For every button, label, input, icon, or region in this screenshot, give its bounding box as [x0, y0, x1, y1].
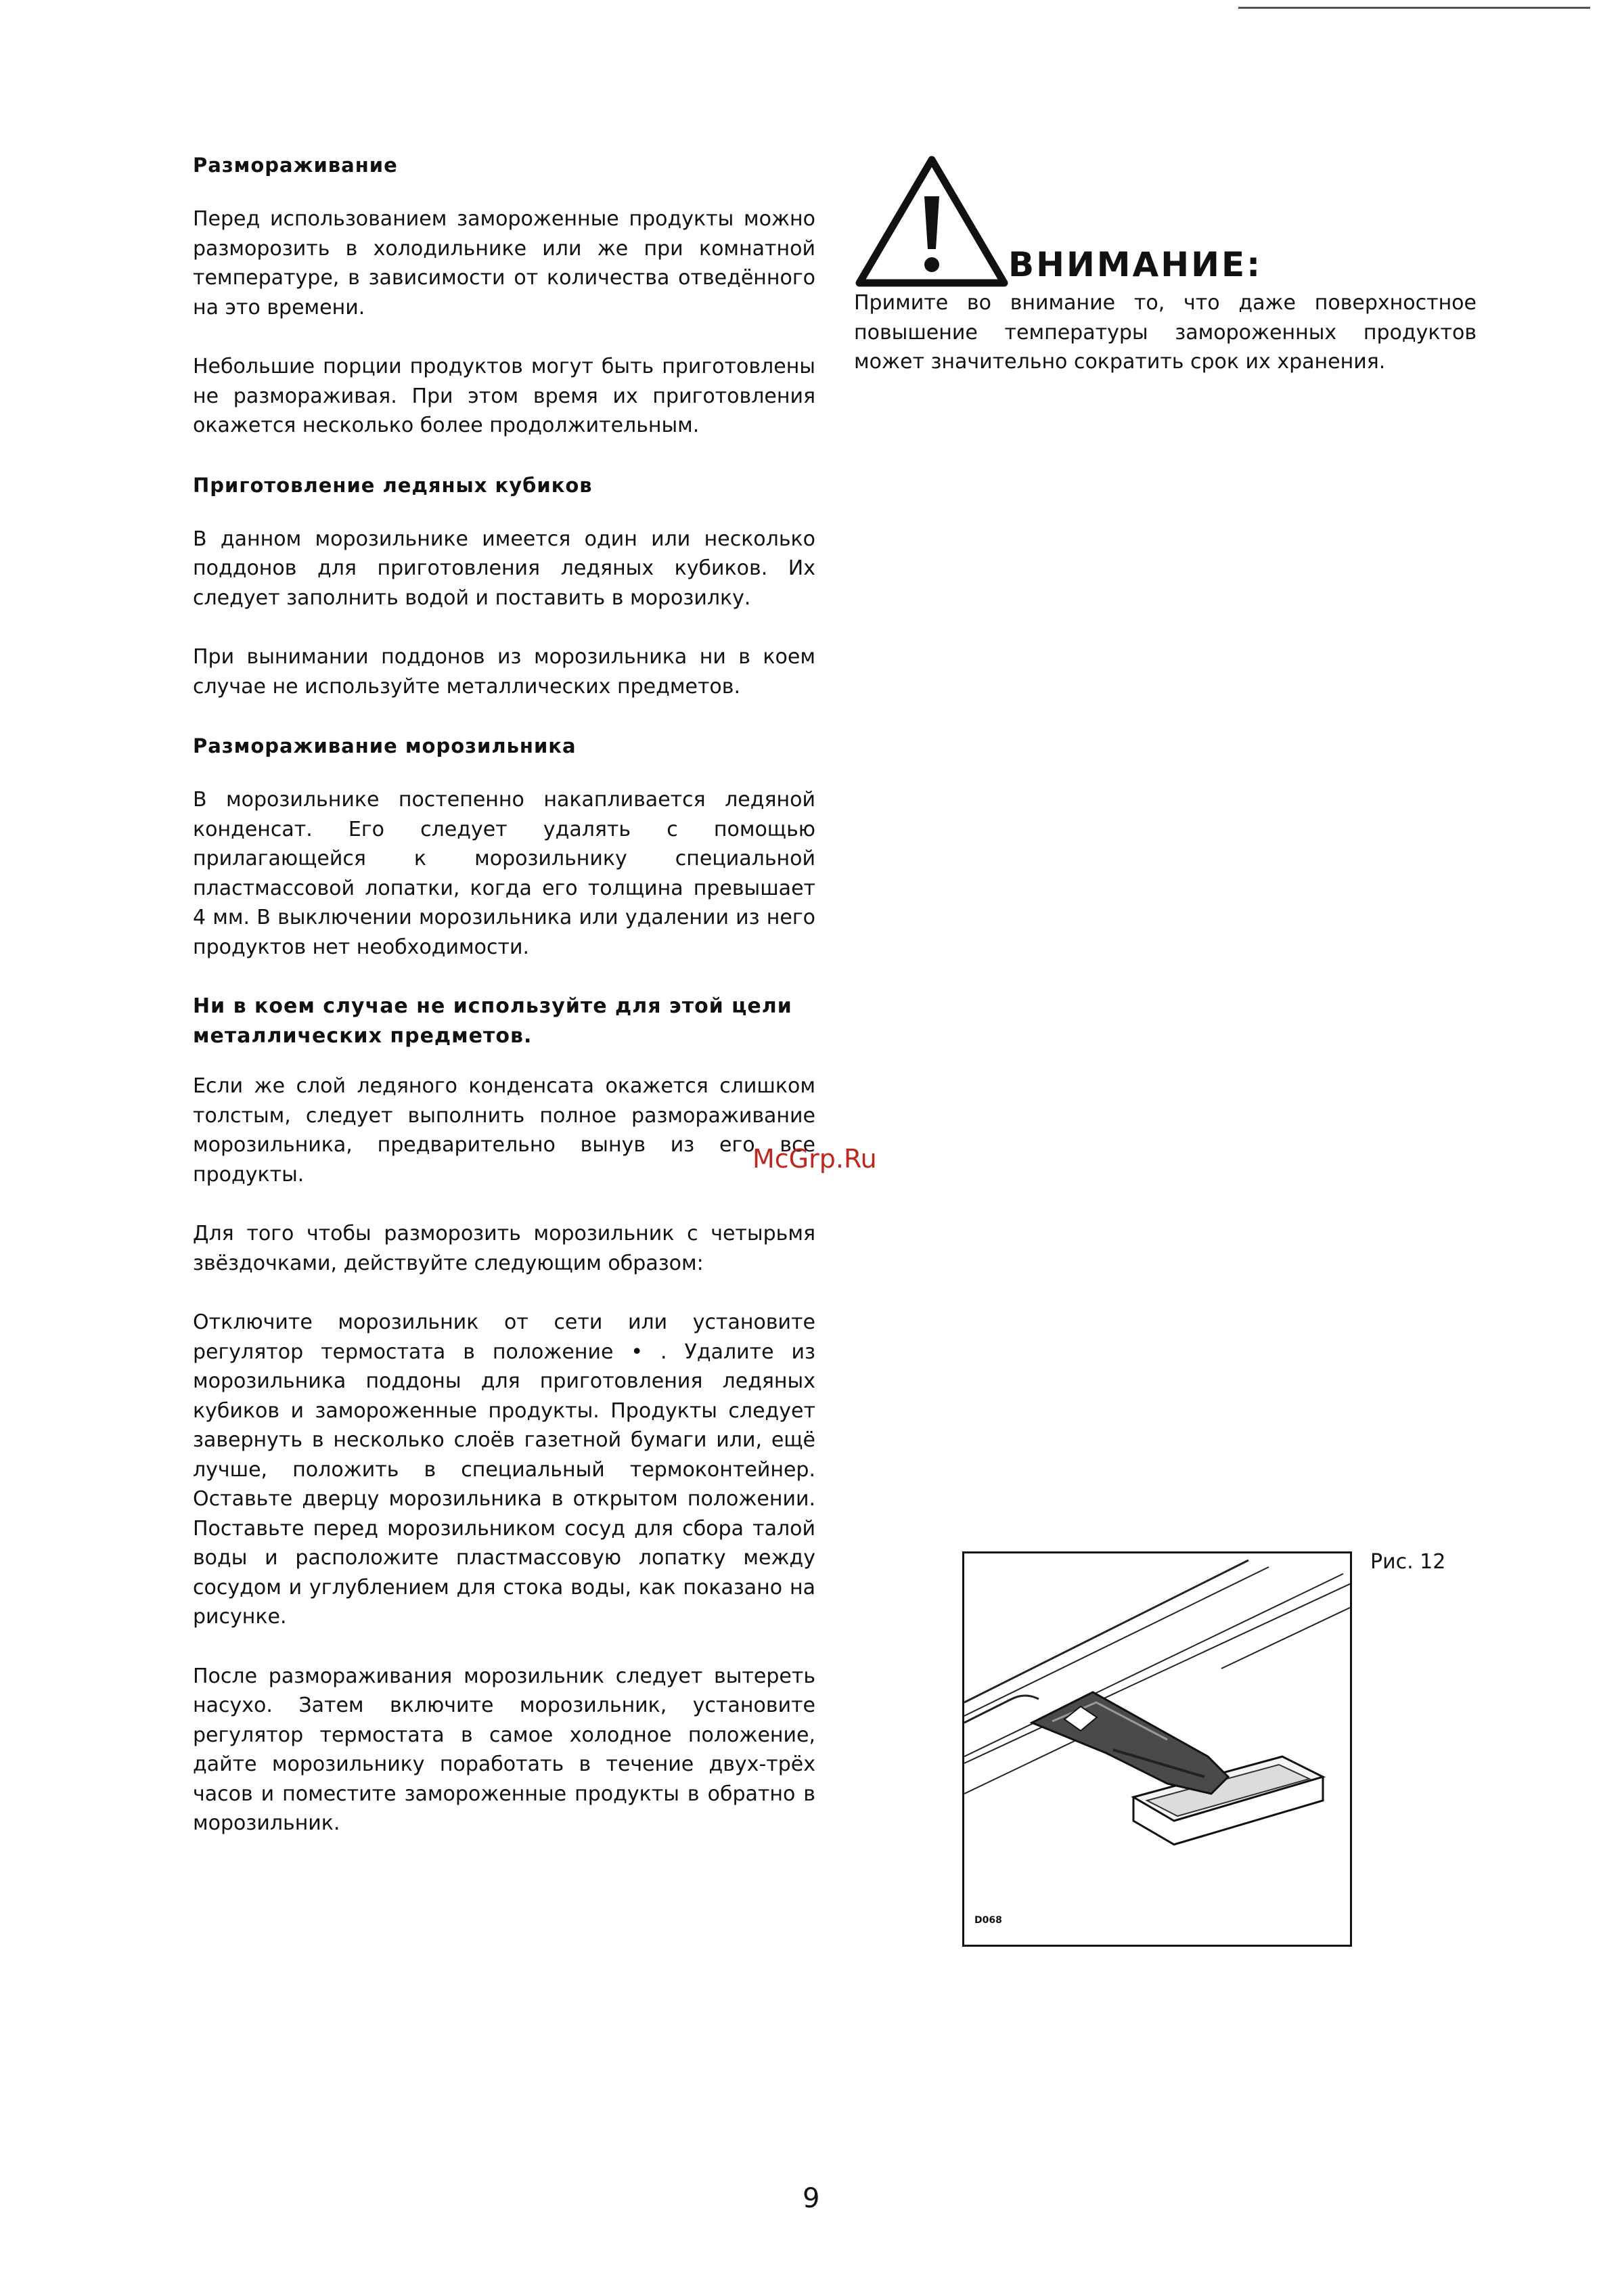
section-heading-freezer-defrost: Размораживание морозильника: [193, 734, 577, 757]
figure-code: D068: [974, 1915, 1002, 1926]
attention-text: Примите во внимание то, что даже поверхностное повышение температуры замороженных продуктов может значительно сократить срок их хранения.: [854, 291, 1477, 374]
paragraph: Небольшие порции продуктов могут быть приготовлены не размораживая. При этом время их приготовления окажется несколько более продолжительным.: [193, 355, 815, 437]
top-rule: [1238, 7, 1590, 9]
attention-title: ВНИМАНИЕ:: [1008, 245, 1263, 284]
paragraph: Для того чтобы разморозить морозильник с четырьмя звёздочками, действуйте следующим образом:: [193, 1222, 815, 1275]
warning-triangle-icon: [854, 154, 1010, 290]
left-column: [193, 150, 815, 1868]
page-number: 9: [803, 2183, 820, 2214]
paragraph: В данном морозильнике имеется один или несколько поддонов для приготовления ледяных кубиков. Их следует заполнить водой и поставить в морозилку.: [193, 527, 815, 610]
paragraph: После размораживания морозильник следует вытереть насухо. Затем включите морозильник, установите регулятор термостата в самое холодное положение, дайте морозильнику поработать в течение двух-трёх часов и поместите замороженные продукты в обратно в морозильник.: [193, 1664, 815, 1835]
paragraph: Перед использованием замороженные продукты можно разморозить в холодильнике или же при комнатной температуре, в зависимости от количества отведённого на это времени.: [193, 207, 815, 319]
section-heading-defrosting: Размораживание: [193, 154, 398, 177]
figure-illustration: [962, 1551, 1352, 1947]
paragraph: При вынимании поддонов из морозильника ни в коем случае не используйте металлических предметов.: [193, 645, 815, 699]
section-heading-ice-cubes: Приготовление ледяных кубиков: [193, 473, 593, 497]
figure-caption: Рис. 12: [1370, 1550, 1446, 1574]
paragraph: Если же слой ледяного конденсата окажется слишком толстым, следует выполнить полное размораживание морозильника, предварительно вынув из его все продукты.: [193, 1074, 815, 1187]
defrost-scraper-drawing: [964, 1553, 1350, 1945]
paragraph: Отключите морозильник от сети или установите регулятор термостата в положение • . Удалите из морозильника поддоны для приготовления ледяных кубиков и замороженные продукты. Продукты следует завернуть в несколько слоёв газетной бумаги или, ещё лучше, положить в специальный термоконтейнер. Оставьте дверцу морозильника в открытом положении. Поставьте перед морозильником сосуд для сбора талой воды и расположите пластмассовую лопатку между сосудом и углублением для стока воды, как показано на рисунке.: [193, 1310, 815, 1629]
paragraph: В морозильнике постепенно накапливается ледяной конденсат. Его следует удалять с помощью прилагающейся к морозильнику специальной пластмассовой лопатки, когда его толщина превышает 4 мм. В выключении морозильника или удалении из него продуктов нет необходимости.: [193, 788, 815, 959]
watermark: McGrp.Ru: [752, 1144, 877, 1174]
metal-warning-heading: Ни в коем случае не используйте для этой цели металлических предметов.: [193, 994, 792, 1048]
